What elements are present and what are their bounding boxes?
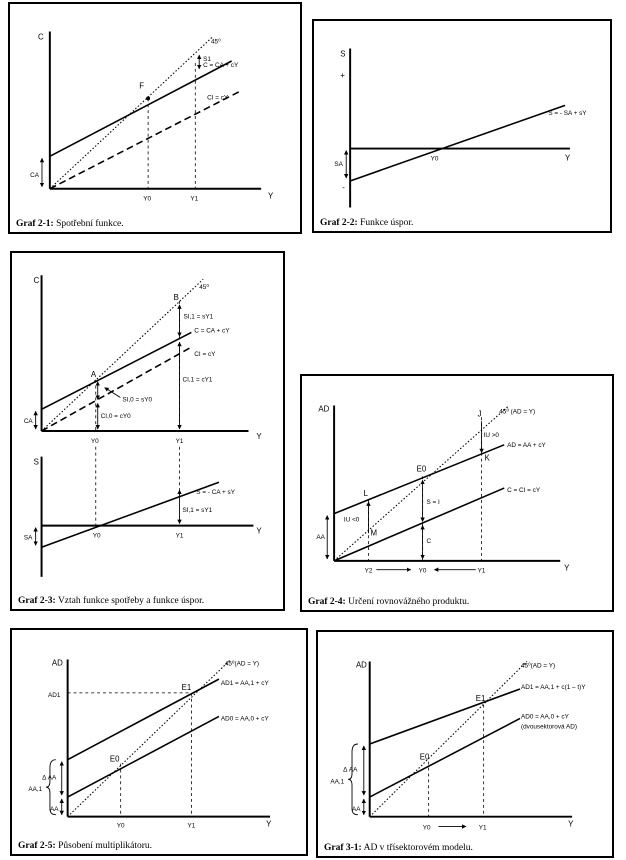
consumption-line: [42, 332, 192, 409]
graph-2-5-panel: [10, 628, 308, 856]
aa1-label: AA,1: [330, 778, 345, 786]
line-45-label: 45⁰(AD = Y): [521, 662, 556, 670]
line-45-label: 45⁰(AD = Y): [224, 660, 259, 668]
point-a: A: [90, 369, 97, 379]
graph-2-2-caption: Graf 2-2: Funkce úspor.: [320, 218, 414, 228]
ca-label: CA: [30, 171, 40, 179]
point-b: B: [173, 292, 179, 302]
y0-label: Y0: [116, 822, 125, 830]
ci1-label: CI,1 = cY1: [182, 376, 213, 384]
iu-positive-label: IU >0: [483, 431, 499, 439]
y-axis-label: C: [38, 32, 44, 42]
delta-aa-label: Δ AA: [343, 766, 358, 774]
ad0-line-label: AD0 = AA,0 + cY: [220, 715, 269, 723]
c-label: C: [426, 538, 432, 546]
consumption-line: [334, 488, 504, 561]
ad0-line-label: AD0 = AA,0 + cY: [521, 713, 569, 721]
ad1-axis-label: AD1: [47, 691, 61, 699]
y0-label: Y0: [430, 155, 439, 163]
sa-label: SA: [23, 534, 33, 542]
y1-label: Y1: [478, 824, 487, 832]
point-f: F: [139, 81, 145, 91]
y0-label: Y0: [422, 824, 431, 832]
savings-line: [350, 105, 565, 181]
two-sector-note: (dvousektorová AD): [521, 723, 577, 731]
graph-2-4-panel: [300, 374, 614, 612]
graph-2-1-panel: [8, 2, 302, 234]
y0-label: Y0: [143, 195, 152, 203]
graph-2-5-caption: Graf 2-5: Působení multiplikátoru.: [18, 841, 153, 851]
ad0-line: [68, 716, 219, 797]
y-axis-label: S: [340, 49, 346, 59]
y1-bottom-label: Y1: [175, 532, 184, 540]
si0-label: SI,0 = sY0: [122, 396, 153, 404]
minus-sign: -: [342, 182, 345, 192]
graph-2-1-plot: [10, 4, 300, 232]
aa-label: AA: [352, 805, 361, 813]
bottom-x-axis-label: Y: [256, 526, 262, 536]
y-axis-label: AD: [318, 404, 330, 414]
consumption-line-label: C = CA + cY: [203, 61, 239, 69]
point-e1: E1: [475, 693, 486, 703]
graph-2-2-panel: [312, 19, 612, 233]
plus-sign: +: [340, 70, 345, 80]
graph-3-1-caption: Graf 3-1: AD v třísektorovém modelu.: [324, 843, 473, 853]
ad-line: [334, 445, 504, 514]
consumption-line-label: C = CA + cY: [194, 327, 230, 335]
point-l: L: [363, 488, 368, 498]
line-45deg: [68, 659, 231, 816]
y-axis-label: AD: [355, 660, 367, 670]
point-e0: E0: [109, 754, 120, 764]
deg45-label: 45⁰: [211, 38, 221, 46]
induced-consumption-label: CI = cY: [194, 351, 216, 359]
line-45-label: 45⁰ (AD = Y): [499, 408, 536, 416]
line-45deg: [42, 279, 204, 431]
iu-negative-label: IU <0: [343, 516, 360, 524]
ad-line-label: AD = AA + cY: [507, 441, 546, 449]
top-x-axis-label: Y: [256, 431, 262, 441]
point-m: M: [370, 528, 378, 538]
ad1-line: [68, 679, 219, 760]
point-j: J: [477, 409, 482, 419]
savings-line-label: S = - CA + sY: [196, 489, 235, 497]
aa-label: AA: [49, 805, 59, 813]
ca-label: CA: [23, 418, 33, 426]
x-axis-label: Y: [266, 819, 272, 829]
delta-aa-label: Δ AA: [42, 774, 57, 782]
savings-line: [42, 482, 219, 547]
ad0-line: [370, 718, 520, 797]
ad1-line-label: AD1 = AA,1 + c(1 – t)Y: [521, 683, 586, 691]
sa-label: SA: [334, 161, 343, 169]
sl1-label: SI,1 = sY1: [182, 506, 213, 514]
point-e1: E1: [181, 682, 192, 692]
y0-bottom-label: Y0: [92, 532, 101, 540]
si1-label: SI,1 = sY1: [183, 313, 214, 321]
ad1-line: [370, 689, 520, 744]
induced-consumption-label: CI = cY: [207, 94, 229, 102]
y0-label: Y0: [418, 567, 427, 575]
y0-top-label: Y0: [90, 437, 99, 445]
graph-2-1-caption: Graf 2-1: Spotřební funkce.: [16, 219, 124, 229]
consumption-line-label: C = CI = cY: [507, 487, 541, 495]
x-axis-label: Y: [565, 153, 571, 163]
point-e0: E0: [419, 752, 430, 762]
y1-label: Y1: [477, 567, 486, 575]
point-k: K: [484, 453, 490, 463]
deg45-label: 45⁰: [199, 284, 209, 292]
top-y-axis-label: C: [33, 276, 40, 286]
aa-label: AA: [316, 534, 325, 542]
s1-label: S1: [203, 55, 211, 63]
s-eq-i-label: S = I: [426, 498, 440, 506]
y-axis-label: AD: [51, 658, 63, 668]
graph-2-3-caption: Graf 2-3: Vztah funkce spotřeby a funkce úspor.: [18, 596, 205, 606]
line-45deg: [370, 661, 527, 816]
bottom-y-axis-label: S: [33, 457, 39, 467]
ci0-label: CI,0 = cY0: [100, 413, 131, 421]
point-e0: E0: [416, 464, 427, 474]
x-axis-label: Y: [564, 563, 570, 573]
aa1-label: AA,1: [28, 786, 43, 794]
y1-top-label: Y1: [175, 437, 184, 445]
x-axis-label: Y: [568, 819, 574, 829]
graph-2-4-caption: Graf 2-4: Určení rovnovážného produktu.: [308, 597, 470, 607]
line-45deg: [334, 405, 509, 560]
y1-label: Y1: [187, 822, 196, 830]
ad1-line-label: AD1 = AA,1 + cY: [220, 680, 269, 688]
graph-3-1-panel: [316, 630, 614, 858]
graph-2-3-panel: [10, 251, 285, 611]
y1-label: Y1: [190, 195, 199, 203]
x-axis-label: Y: [268, 191, 274, 201]
savings-line-label: S = - SA + sY: [548, 110, 587, 118]
y2-label: Y2: [364, 567, 373, 575]
